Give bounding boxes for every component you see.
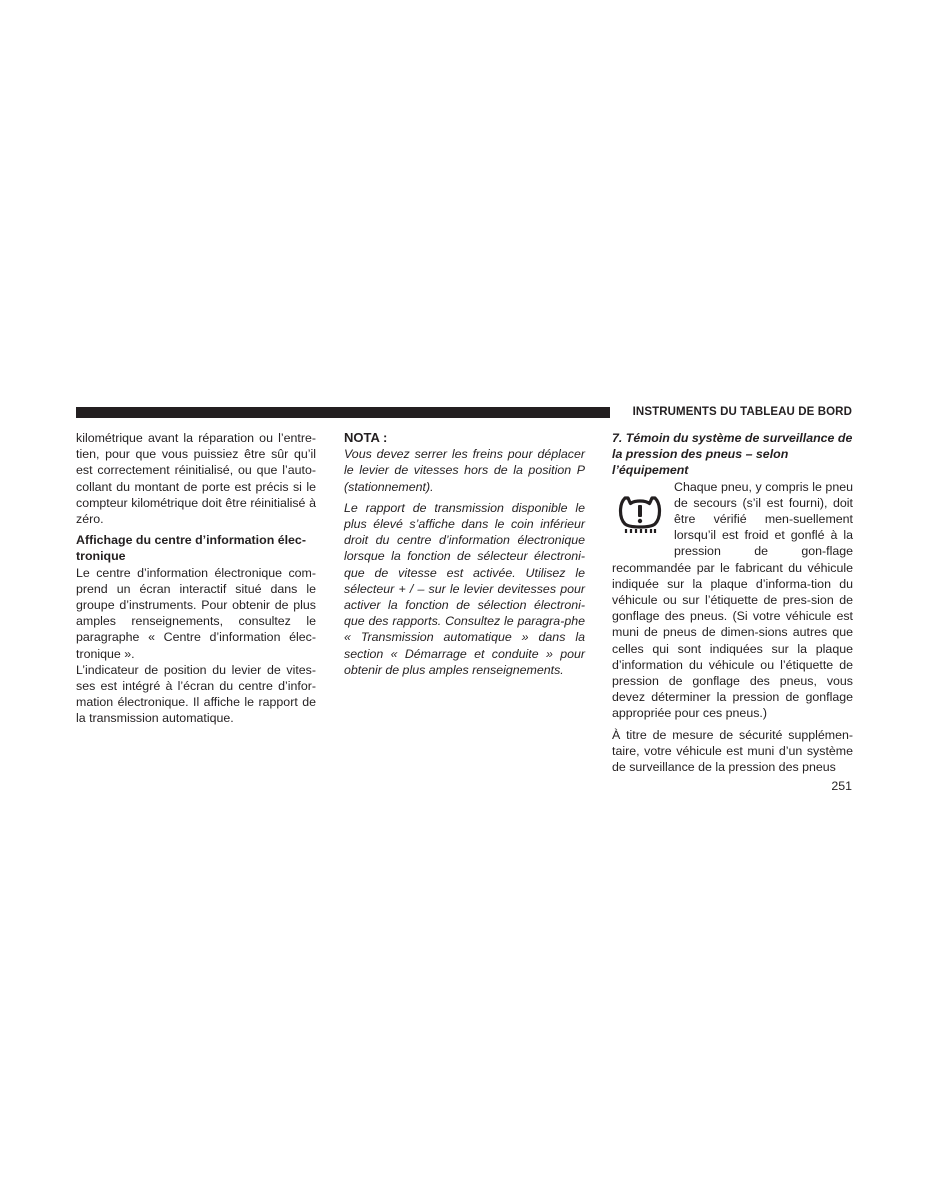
paragraph-tire-check: Chaque pneu, y compris le pneu de secours (s’il est fourni), doit être vérifié men-suellement lorsqu’il est froid et gonflé à la pression de gon-flage recommandée par le fabricant du véhicule indiquée sur la plaque d’informa-tion du véhicule ou sur l’étiquette de pres-sion de gonflage des pneus. (Si votre véhicule est muni de pneus de dimen-sions autres que celles qui sont indiquées sur la plaque d’information du véhicule ou l’étiquette de pression de gonflage des pneus, vous devez déterminer la pression de gonflage appropriée pour ces pneus.)	[612, 479, 853, 721]
section-header: INSTRUMENTS DU TABLEAU DE BORD	[632, 406, 852, 418]
paragraph-gear-indicator: L’indicateur de position du levier de vites-ses est intégré à l’écran du centre d’infor-mation électronique. Il affiche le rapport de la transmission automatique.	[76, 662, 316, 726]
paragraph-tpms: À titre de mesure de sécurité supplémen-taire, votre véhicule est muni d’un système de surveillance de la pression des pneus	[612, 727, 853, 775]
section-title-tpms: 7. Témoin du système de surveillance de la pression des pneus – selon l’équipement	[612, 431, 853, 478]
note-brakes: Vous devez serrer les freins pour déplacer le levier de vitesses hors de la position P (stationnement).	[344, 447, 585, 494]
note-gear-ratio: Le rapport de transmission disponible le plus élevé s’affiche dans le coin inférieur droit du centre d’information électronique lorsque la fonction de sélecteur électroni-que de vitesse est activée. Utilisez le sélecteur + / – sur le levier devitesses pour activer la fonction de sélection électroni-que des rapports. Consultez le paragra-phe « Transmission automatique » dans la section « Démarrage et conduite » pour obtenir de plus amples renseignements.	[344, 500, 585, 677]
paragraph-intro: kilométrique avant la réparation ou l’entre-tien, pour que vous puissiez être sûr qu’il est correctement réinitialisé, ou que l’auto-collant du montant de porte est précis si le compteur kilométrique doit être réinitialisé à zéro.	[76, 431, 316, 527]
column-left	[76, 430, 316, 727]
column-middle	[344, 430, 585, 678]
header-rule	[76, 407, 610, 418]
column-right	[612, 430, 853, 775]
page-number: 251	[831, 779, 852, 793]
tire-pressure-warning-icon	[612, 487, 668, 543]
note-label: NOTA :	[344, 430, 388, 445]
subheading-evic-display: Affichage du centre d’information élec-tronique	[76, 533, 306, 564]
paragraph-evic: Le centre d’information électronique com-prend un écran interactif situé dans le groupe d’instruments. Pour obtenir de plus amples renseignements, consultez le paragraphe « Centre d’information élec-tronique ».	[76, 565, 316, 661]
